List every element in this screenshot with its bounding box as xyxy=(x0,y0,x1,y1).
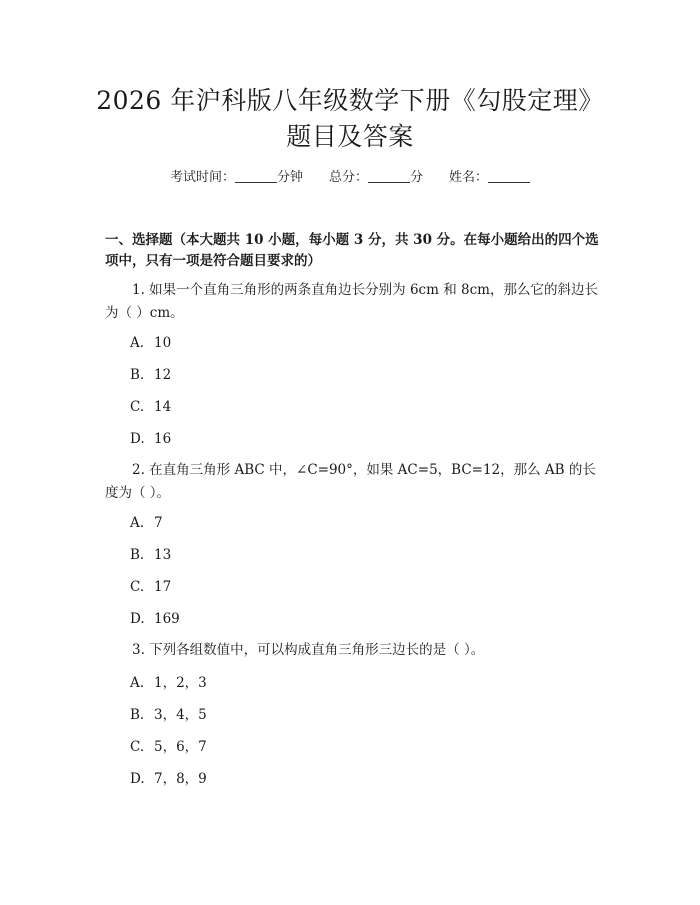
option-text: 5，6，7 xyxy=(154,739,207,755)
name-label: 姓名： xyxy=(449,170,489,185)
question-2-option-a xyxy=(130,513,163,533)
option-text: 10 xyxy=(154,335,172,351)
option-label: C. xyxy=(130,399,145,415)
question-2-option-d xyxy=(130,609,180,629)
document-title-line1: 2026 年沪科版八年级数学下册《勾股定理》 xyxy=(96,86,604,115)
option-label: B. xyxy=(130,367,145,383)
option-label: A. xyxy=(130,335,145,351)
option-label: D. xyxy=(130,771,145,787)
option-label: A. xyxy=(130,515,145,531)
question-2-stem: 2. 在直角三角形 ABC 中，∠C=90°，如果 AC=5，BC=12，那么 AB 的长度为（ ）。 xyxy=(105,462,596,501)
question-3-stem: 3. 下列各组数值中，可以构成直角三角形三边长的是（ ）。 xyxy=(132,642,485,658)
exam-time-blank xyxy=(235,168,277,183)
option-label: D. xyxy=(130,611,145,627)
question-1-option-c xyxy=(130,397,171,417)
question-3-option-d xyxy=(130,769,207,789)
option-label: C. xyxy=(130,579,145,595)
question-2-option-b xyxy=(130,545,171,565)
question-2-option-c xyxy=(130,577,171,597)
option-text: 14 xyxy=(154,399,172,415)
option-label: D. xyxy=(130,431,145,447)
option-text: 17 xyxy=(154,579,172,595)
total-score-label: 总分： xyxy=(328,170,368,185)
document-title-line2: 题目及答案 xyxy=(286,122,414,151)
option-text: 7，8，9 xyxy=(154,771,207,787)
exam-info-line xyxy=(0,168,700,188)
name-blank xyxy=(488,168,530,183)
option-text: 169 xyxy=(154,611,180,627)
option-text: 12 xyxy=(154,367,172,383)
option-text: 1，2，3 xyxy=(154,675,207,691)
option-text: 3，4，5 xyxy=(154,707,207,723)
option-label: B. xyxy=(130,547,145,563)
exam-time-unit: 分钟 xyxy=(276,170,303,185)
option-label: A. xyxy=(130,675,145,691)
question-3-option-a xyxy=(130,673,207,693)
question-1-option-a xyxy=(130,333,171,353)
option-label: C. xyxy=(130,739,145,755)
question-3-option-b xyxy=(130,705,207,725)
option-text: 16 xyxy=(154,431,172,447)
exam-time-label: 考试时间： xyxy=(169,170,235,185)
question-3-option-c xyxy=(130,737,207,757)
total-score-unit: 分 xyxy=(410,170,424,185)
section-heading: 一、选择题（本大题共 10 小题，每小题 3 分，共 30 分。在每小题给出的四个选项中，只有一项是符合题目要求的） xyxy=(105,232,599,269)
question-1-stem: 1. 如果一个直角三角形的两条直角边长分别为 6cm 和 8cm，那么它的斜边长为（ ）cm。 xyxy=(105,282,598,321)
question-1-option-d xyxy=(130,429,171,449)
question-1-option-b xyxy=(130,365,171,385)
total-score-blank xyxy=(368,168,410,183)
option-text: 13 xyxy=(154,547,172,563)
option-label: B. xyxy=(130,707,145,723)
option-text: 7 xyxy=(154,515,163,531)
